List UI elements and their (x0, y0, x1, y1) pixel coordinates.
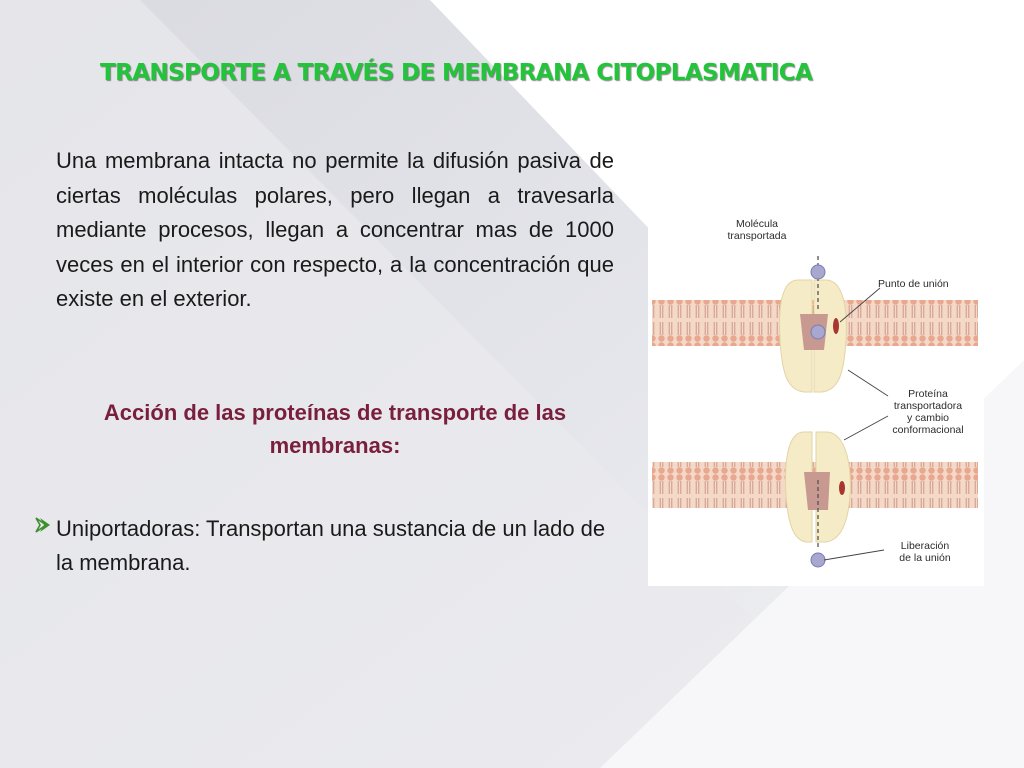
molecule-label-line2: transportada (727, 230, 787, 242)
carrier-protein-label-line2: transportadora (893, 400, 963, 412)
released-molecule-icon (811, 553, 825, 567)
carrier-protein-label-line1: Proteína (908, 388, 948, 400)
bullet-uniportadoras: Uniportadoras: Transportan una sustancia de un lado de la membrana. (56, 516, 606, 575)
arrow-diamond-bullet-icon (34, 516, 52, 534)
carrier-protein-label (876, 388, 980, 436)
molecule-label (712, 218, 802, 242)
transported-molecule-icon (811, 265, 825, 279)
molecule-label-line1: Molécula (735, 218, 779, 230)
membrane-transport-diagram (648, 210, 984, 586)
release-label (880, 540, 970, 564)
release-label-line1: Liberación (900, 540, 950, 552)
binding-site-label: Punto de unión (878, 278, 949, 290)
intro-paragraph (56, 144, 614, 317)
carrier-protein-label-line4: conformacional (892, 424, 964, 436)
carrier-protein-label-line3: y cambio (906, 412, 949, 424)
release-label-line2: de la unión (899, 552, 951, 564)
section-subheading: Acción de las proteínas de transporte de las membranas: (103, 400, 567, 458)
intro-paragraph-text: Una membrana intacta no permite la difusión pasiva de ciertas moléculas polares, pero llegan a travesarla mediante procesos, llegan a concentrar mas de 1000 veces en el interior con respecto, a la concentración que existe en el exterior. (56, 148, 614, 311)
bound-molecule-icon (811, 325, 825, 339)
slide-title: TRANSPORTE A TRAVÉS DE MEMBRANA CITOPLASMATICA (100, 60, 813, 86)
